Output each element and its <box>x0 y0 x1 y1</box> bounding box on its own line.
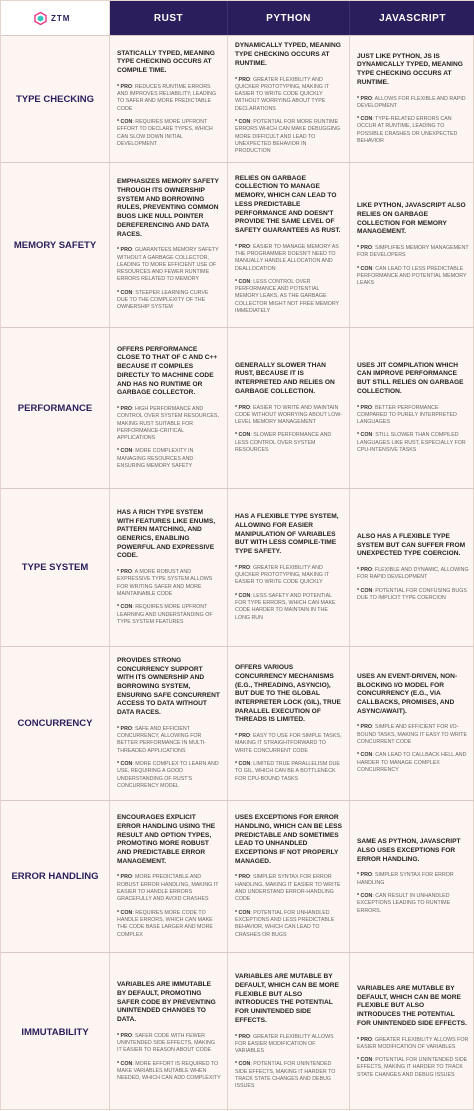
cell-python <box>228 328 350 488</box>
cell-python <box>228 36 350 162</box>
pro-text: : SIMPLIFIES MEMORY MANAGEMENT FOR DEVELOPERS <box>357 245 469 259</box>
con-note <box>117 761 221 790</box>
pro-note <box>357 567 469 582</box>
table-row <box>1 488 474 646</box>
pro-tag: * PRO <box>117 569 133 576</box>
cell-summary: VARIABLES ARE MUTABLE BY DEFAULT, WHICH CAN BE MORE FLEXIBLE BUT ALSO INTRODUCES THE POTENTIAL FOR UNINTENDED SIDE EFFECTS. <box>235 973 339 1024</box>
pro-tag: * PRO <box>357 566 373 573</box>
con-tag: * CON <box>357 1057 373 1064</box>
con-text: : SLOWER PERFORMANCE AND LESS CONTROL OVER SYSTEM RESOURCES <box>235 432 332 453</box>
pro-note <box>235 733 343 755</box>
con-note <box>117 448 221 470</box>
cell-summary: USES EXCEPTIONS FOR ERROR HANDLING, WHICH CAN BE LESS PREDICTABLE AND SOMETIMES LEAD TO UNHANDLED EXCEPTIONS IF NOT PROPERLY MANAGED. <box>235 814 342 865</box>
con-note <box>357 752 469 774</box>
pro-note <box>357 872 469 887</box>
con-note <box>117 910 221 939</box>
pro-tag: * PRO <box>117 247 133 254</box>
pro-tag: * PRO <box>235 1033 251 1040</box>
brand-name: ZTM <box>51 13 71 23</box>
con-tag: * CON <box>117 909 133 916</box>
column-header-javascript: JAVASCRIPT <box>350 1 474 35</box>
row-label: IMMUTABILITY <box>1 953 110 1111</box>
cell-python <box>228 647 350 800</box>
cell-summary: USES AN EVENT-DRIVEN, NON-BLOCKING I/O MODEL FOR CONCURRENCY (E.G., VIA CALLBACKS, PROMISES, AND ASYNC/AWAIT). <box>357 672 458 715</box>
pro-tag: * PRO <box>357 872 373 879</box>
con-text: : LIMITED TRUE PARALLELISM DUE TO GIL, WHICH CAN BE A BOTTLENECK FOR CPU-BOUND TASKS <box>235 760 340 782</box>
column-header-rust: RUST <box>110 1 228 35</box>
cell-rust <box>110 647 228 800</box>
pro-text: : GREATER FLEXIBILITY ALLOWS FOR EASIER MODIFICATION OF VARIABLES <box>357 1036 469 1050</box>
table-header <box>1 1 474 35</box>
con-note <box>117 119 221 148</box>
pro-text: : SAFER CODE WITH FEWER UNINTENDED SIDE EFFECTS, MAKING IT EASIER TO REASON ABOUT CODE <box>117 1032 216 1054</box>
con-text: : POTENTIAL FOR MORE RUNTIME ERRORS WHICH CAN MAKE DEBUGGING MORE DIFFICULT AND LEAD TO UNEXPECTED BEHAVIOR IN PRODUCTION <box>235 119 341 155</box>
table-row <box>1 162 474 327</box>
cell-javascript <box>350 328 474 488</box>
con-note <box>235 910 343 939</box>
con-note <box>235 1061 343 1090</box>
table-row <box>1 327 474 488</box>
cell-summary: HAS A RICH TYPE SYSTEM WITH FEATURES LIKE ENUMS, PATTERN MATCHING, AND GENERICS, ENABLING POWERFUL AND EXPRESSIVE CODE. <box>117 508 216 560</box>
con-tag: * CON <box>357 265 373 272</box>
cell-rust <box>110 36 228 162</box>
con-text: : STEEPER LEARNING CURVE DUE TO THE COMPLEXITY OF THE OWNERSHIP SYSTEM <box>117 289 209 311</box>
pro-note <box>235 405 343 427</box>
cell-summary: STATICALLY TYPED, MEANING TYPE CHECKING OCCURS AT COMPILE TIME. <box>117 49 215 75</box>
con-tag: * CON <box>117 289 133 296</box>
row-label: MEMORY SAFETY <box>1 163 110 327</box>
con-text: : MORE COMPLEX TO LEARN AND USE, REQUIRING A GOOD UNDERSTANDING OF RUST'S CONCURRENCY MODEL <box>117 760 219 789</box>
pro-text: : GREATER FLEXIBILITY AND QUICKER PROTOTYPING, MAKING IT EASIER TO WRITE CODE QUICKLY WITHOUT WORRYING ABOUT TYPE DECLARATIONS <box>235 76 329 112</box>
pro-text: : GREATER FLEXIBILITY AND QUICKER PROTOTYPING, MAKING IT EASIER TO WRITE CODE QUICKLY <box>235 564 329 586</box>
pro-text: : GREATER FLEXIBILITY ALLOWS FOR EASIER MODIFICATION OF VARIABLES <box>235 1033 334 1055</box>
pro-note <box>357 245 469 260</box>
pro-note <box>357 1037 469 1052</box>
column-header-python: PYTHON <box>228 1 350 35</box>
pro-text: : EASY TO USE FOR SIMPLE TASKS, MAKING IT STRAIGHTFORWARD TO WRITE CONCURRENT CODE <box>235 733 342 754</box>
pro-tag: * PRO <box>117 405 133 412</box>
cell-summary: EMPHASIZES MEMORY SAFETY THROUGH ITS OWNERSHIP SYSTEM AND BORROWING RULES, PREVENTING COMMON BUGS LIKE NULL POINTER DEREFERENCING AND DATA RACES. <box>117 178 219 238</box>
pro-note <box>357 96 469 111</box>
cell-python <box>228 953 350 1111</box>
cell-javascript <box>350 801 474 952</box>
row-label: TYPE SYSTEM <box>1 489 110 646</box>
con-text: : LESS SAFETY AND POTENTIAL FOR TYPE ERRORS, WHICH CAN MAKE CODE HARDER TO MAINTAIN IN THE LONG RUN <box>235 592 336 621</box>
pro-note <box>117 247 221 283</box>
pro-text: : REDUCES RUNTIME ERRORS AND IMPROVES RELIABILITY, LEADING TO SAFER AND MORE PREDICTABLE CODE <box>117 83 217 112</box>
con-note <box>235 432 343 454</box>
pro-text: : FLEXIBLE AND DYNAMIC, ALLOWING FOR RAPID DEVELOPMENT <box>357 566 469 581</box>
cell-summary: GENERALLY SLOWER THAN RUST, BECAUSE IT IS INTERPRETED AND RELIES ON GARBAGE COLLECTION. <box>235 361 335 395</box>
cell-rust <box>110 163 228 327</box>
ztm-logo-icon <box>34 12 47 25</box>
row-label: CONCURRENCY <box>1 647 110 800</box>
cell-javascript <box>350 953 474 1111</box>
con-tag: * CON <box>357 587 373 594</box>
cell-python <box>228 801 350 952</box>
pro-tag: * PRO <box>117 1032 133 1039</box>
con-text: : STILL SLOWER THAN COMPILED LANGUAGES LIKE RUST, ESPECIALLY FOR CPU-INTENSIVE TASKS <box>357 432 466 453</box>
cell-summary: OFFERS VARIOUS CONCURRENCY MECHANISMS (E.G., THREADING, ASYNCIO), BUT DUE TO THE GLOBAL INTERPRETER LOCK (GIL), TRUE PARALLEL EXECUTION OF THREADS IS LIMITED. <box>235 664 341 724</box>
cell-summary: VARIABLES ARE IMMUTABLE BY DEFAULT, PROMOTING SAFER CODE BY PREVENTING UNINTENDED CHANGES TO DATA. <box>117 981 216 1024</box>
con-text: : POTENTIAL FOR UNINTENDED SIDE EFFECTS, MAKING IT HARDER TO TRACK STATE CHANGES AND DEBUG ISSUES <box>235 1061 336 1090</box>
con-tag: * CON <box>235 278 251 285</box>
pro-text: : MORE PREDICTABLE AND ROBUST ERROR HANDLING, MAKING IT EASIER TO HANDLE ERRORS GRACEFULLY AND AVOID CRASHES <box>117 874 219 903</box>
cell-summary: VARIABLES ARE MUTABLE BY DEFAULT, WHICH CAN BE MORE FLEXIBLE BUT ALSO INTRODUCES THE POTENTIAL FOR UNINTENDED SIDE EFFECTS. <box>357 985 467 1027</box>
cell-rust <box>110 328 228 488</box>
pro-note <box>357 724 469 746</box>
con-note <box>235 279 343 315</box>
pro-text: : SIMPLER SYNTAX FOR ERROR HANDLING, MAKING IT EASIER TO WRITE AND UNDERSTAND ERROR-HANDLING CODE <box>235 874 341 903</box>
brand-logo <box>1 1 110 35</box>
con-text: : MORE EFFORT IS REQUIRED TO MAKE VARIABLES MUTABLE WHEN NEEDED, WHICH CAN ADD COMPLEXITY <box>117 1060 221 1082</box>
cell-rust <box>110 489 228 646</box>
cell-javascript <box>350 647 474 800</box>
pro-note <box>117 569 221 598</box>
cell-summary: PROVIDES STRONG CONCURRENCY SUPPORT WITH ITS OWNERSHIP AND BORROWING SYSTEM, ENSURING SAFE CONCURRENT ACCESS TO DATA WITHOUT DATA RACES. <box>117 656 220 717</box>
con-tag: * CON <box>235 1061 251 1068</box>
cell-rust <box>110 801 228 952</box>
con-tag: * CON <box>357 116 373 123</box>
con-text: : CAN LEAD TO CALLBACK HELL AND HARDER TO MANAGE COMPLEX CONCURRENCY <box>357 752 467 773</box>
con-text: : LESS CONTROL OVER PERFORMANCE AND POTENTIAL MEMORY LEAKS, AS THE GARBAGE COLLECTOR MIGHT NOT FREE MEMORY IMMEDIATELY <box>235 278 339 314</box>
pro-note <box>117 406 221 442</box>
con-note <box>117 1061 221 1083</box>
pro-text: : BETTER PERFORMANCE COMPARED TO PURELY INTERPRETED LANGUAGES <box>357 404 457 426</box>
pro-text: : A MORE ROBUST AND EXPRESSIVE TYPE SYSTEM ALLOWS FOR WRITING SAFER AND MORE MAINTAINABLE CODE <box>117 569 213 597</box>
con-text: : REQUIRES MORE UPFRONT EFFORT TO DECLARE TYPES, WHICH CAN SLOW DOWN INITIAL DEVELOPMENT <box>117 119 213 147</box>
cell-summary: ALSO HAS A FLEXIBLE TYPE SYSTEM BUT CAN SUFFER FROM UNEXPECTED TYPE COERCION. <box>357 532 466 558</box>
cell-summary: LIKE PYTHON, JAVASCRIPT ALSO RELIES ON GARBAGE COLLECTION FOR MEMORY MANAGEMENT. <box>357 202 466 236</box>
con-tag: * CON <box>235 760 251 767</box>
row-label: TYPE CHECKING <box>1 36 110 162</box>
pro-note <box>235 244 343 273</box>
pro-note <box>235 565 343 587</box>
pro-tag: * PRO <box>117 874 133 881</box>
con-tag: * CON <box>235 119 251 126</box>
pro-tag: * PRO <box>357 95 373 102</box>
cell-javascript <box>350 489 474 646</box>
pro-tag: * PRO <box>117 725 133 732</box>
cell-rust <box>110 953 228 1111</box>
con-text: : CAN LEAD TO LESS PREDICTABLE PERFORMANCE AND POTENTIAL MEMORY LEAKS <box>357 265 467 287</box>
con-note <box>117 290 221 312</box>
pro-tag: * PRO <box>357 1036 373 1043</box>
pro-tag: * PRO <box>357 404 373 411</box>
con-note <box>357 588 469 603</box>
con-note <box>357 893 469 915</box>
pro-text: : ALLOWS FOR FLEXIBLE AND RAPID DEVELOPMENT <box>357 95 466 109</box>
cell-javascript <box>350 36 474 162</box>
con-tag: * CON <box>235 909 251 916</box>
con-tag: * CON <box>117 448 133 455</box>
pro-note <box>117 1033 221 1055</box>
pro-note <box>235 1034 343 1056</box>
cell-python <box>228 489 350 646</box>
con-text: : REQUIRES MORE UPFRONT LEARNING AND UNDERSTANDING OF TYPE SYSTEM FEATURES <box>117 604 213 625</box>
pro-note <box>117 84 221 113</box>
con-text: : CAN RESULT IN UNHANDLED EXCEPTIONS LEADING TO RUNTIME ERRORS. <box>357 892 451 914</box>
con-text: : REQUIRES MORE CODE TO HANDLE ERRORS, WHICH CAN MAKE THE CODE BASE LARGER AND MORE COMPLEX <box>117 909 213 938</box>
pro-tag: * PRO <box>357 724 373 731</box>
pro-text: : EASIER TO MANAGE MEMORY AS THE PROGRAMMER DOESN'T NEED TO MANUALLY HANDLE ALLOCATION AND DEALLOCATION <box>235 243 339 272</box>
con-note <box>235 593 343 622</box>
pro-note <box>117 726 221 755</box>
con-tag: * CON <box>357 892 373 899</box>
pro-tag: * PRO <box>235 243 251 250</box>
con-text: : POTENTIAL FOR UNHANDLED EXCEPTIONS AND LESS PREDICTABLE BEHAVIOR, WHICH CAN LEAD TO CRASHES OR BUGS <box>235 909 335 938</box>
con-note <box>117 604 221 626</box>
con-text: : MORE COMPLEXITY IN MANAGING RESOURCES AND ENSURING MEMORY SAFETY <box>117 448 194 469</box>
pro-note <box>117 874 221 903</box>
con-note <box>357 432 469 454</box>
cell-summary: RELIES ON GARBAGE COLLECTION TO MANAGE MEMORY, WHICH CAN LEAD TO LESS PREDICTABLE PERFORMANCE AND DOESN'T PROVIDE THE SAME LEVEL OF SAFETY GUARANTEES AS RUST. <box>235 174 341 234</box>
cell-javascript <box>350 163 474 327</box>
con-tag: * CON <box>235 432 251 439</box>
pro-tag: * PRO <box>235 404 251 411</box>
cell-summary: SAME AS PYTHON, JAVASCRIPT ALSO USES EXCEPTIONS FOR ERROR HANDLING. <box>357 838 461 863</box>
pro-text: : GUARANTEES MEMORY SAFETY WITHOUT A GARBAGE COLLECTOR, LEADING TO MORE EFFICIENT USE OF RESOURCES AND FEWER RUNTIME ERRORS RELATED TO MEMORY <box>117 247 219 283</box>
pro-note <box>235 77 343 113</box>
table-row <box>1 800 474 952</box>
pro-tag: * PRO <box>235 733 251 740</box>
con-note <box>235 119 343 155</box>
pro-text: : SIMPLER SYNTAX FOR ERROR HANDLING <box>357 872 454 886</box>
con-text: : TYPE-RELATED ERRORS CAN OCCUR AT RUNTIME, LEADING TO POSSIBLE CRASHES OR UNEXPECTED BEHAVIOR <box>357 116 458 144</box>
row-label: ERROR HANDLING <box>1 801 110 952</box>
row-label: PERFORMANCE <box>1 328 110 488</box>
pro-tag: * PRO <box>117 83 133 90</box>
pro-note <box>235 874 343 903</box>
pro-tag: * PRO <box>235 564 251 571</box>
con-note <box>357 1057 469 1079</box>
cell-summary: JUST LIKE PYTHON, JS IS DYNAMICALLY TYPED, MEANING TYPE CHECKING OCCURS AT RUNTIME. <box>357 52 463 86</box>
con-text: : POTENTIAL FOR CONFUSING BUGS DUE TO IMPLICIT TYPE COERCION <box>357 587 467 601</box>
cell-summary: ENCOURAGES EXPLICIT ERROR HANDLING USING THE RESULT AND OPTION TYPES, PROMOTING MORE ROBUST AND PREDICTABLE ERROR MANAGEMENT. <box>117 814 216 865</box>
con-tag: * CON <box>117 604 133 611</box>
pro-text: : HIGH PERFORMANCE AND CONTROL OVER SYSTEM RESOURCES, MAKING RUST SUITABLE FOR PERFORMANCE-CRITICAL APPLICATIONS <box>117 405 219 442</box>
cell-summary: OFFERS PERFORMANCE CLOSE TO THAT OF C AND C++ BECAUSE IT COMPILES DIRECTLY TO MACHINE CODE AND HAS NO RUNTIME OR GARBAGE COLLECTOR. <box>117 345 218 397</box>
pro-tag: * PRO <box>235 874 251 881</box>
pro-tag: * PRO <box>357 245 373 252</box>
pro-text: : EASIER TO WRITE AND MAINTAIN CODE WITHOUT WORRYING ABOUT LOW-LEVEL MEMORY MANAGEMENT <box>235 404 343 426</box>
pro-tag: * PRO <box>235 76 251 83</box>
table-row <box>1 646 474 800</box>
cell-summary: USES JIT COMPILATION WHICH CAN IMPROVE PERFORMANCE BUT STILL RELIES ON GARBAGE COLLECTION. <box>357 361 464 395</box>
table-row <box>1 35 474 162</box>
con-tag: * CON <box>357 432 373 439</box>
con-note <box>357 266 469 288</box>
con-tag: * CON <box>117 760 133 767</box>
con-text: : POTENTIAL FOR UNINTENDED SIDE EFFECTS, MAKING IT HARDER TO TRACK STATE CHANGES AND DEBUG ISSUES <box>357 1057 468 1078</box>
cell-summary: HAS A FLEXIBLE TYPE SYSTEM, ALLOWING FOR EASIER MANIPULATION OF VARIABLES BUT WITH LESS COMPILE-TIME TYPE SAFETY. <box>235 513 339 556</box>
con-tag: * CON <box>235 592 251 599</box>
con-tag: * CON <box>117 119 133 126</box>
con-tag: * CON <box>117 1060 133 1067</box>
pro-note <box>357 405 469 427</box>
con-note <box>235 761 343 783</box>
con-note <box>357 116 469 145</box>
table-row <box>1 952 474 1111</box>
cell-python <box>228 163 350 327</box>
pro-text: : SIMPLE AND EFFICIENT FOR I/O-BOUND TASKS, MAKING IT EASY TO WRITE CONCURRENT CODE <box>357 724 468 745</box>
con-tag: * CON <box>357 752 373 759</box>
pro-text: : SAFE AND EFFICIENT CONCURRENCY, ALLOWING FOR BETTER PERFORMANCE IN MULTI-THREADED APPLICATIONS <box>117 725 207 754</box>
cell-summary: DYNAMICALLY TYPED, MEANING TYPE CHECKING OCCURS AT RUNTIME. <box>235 42 341 67</box>
